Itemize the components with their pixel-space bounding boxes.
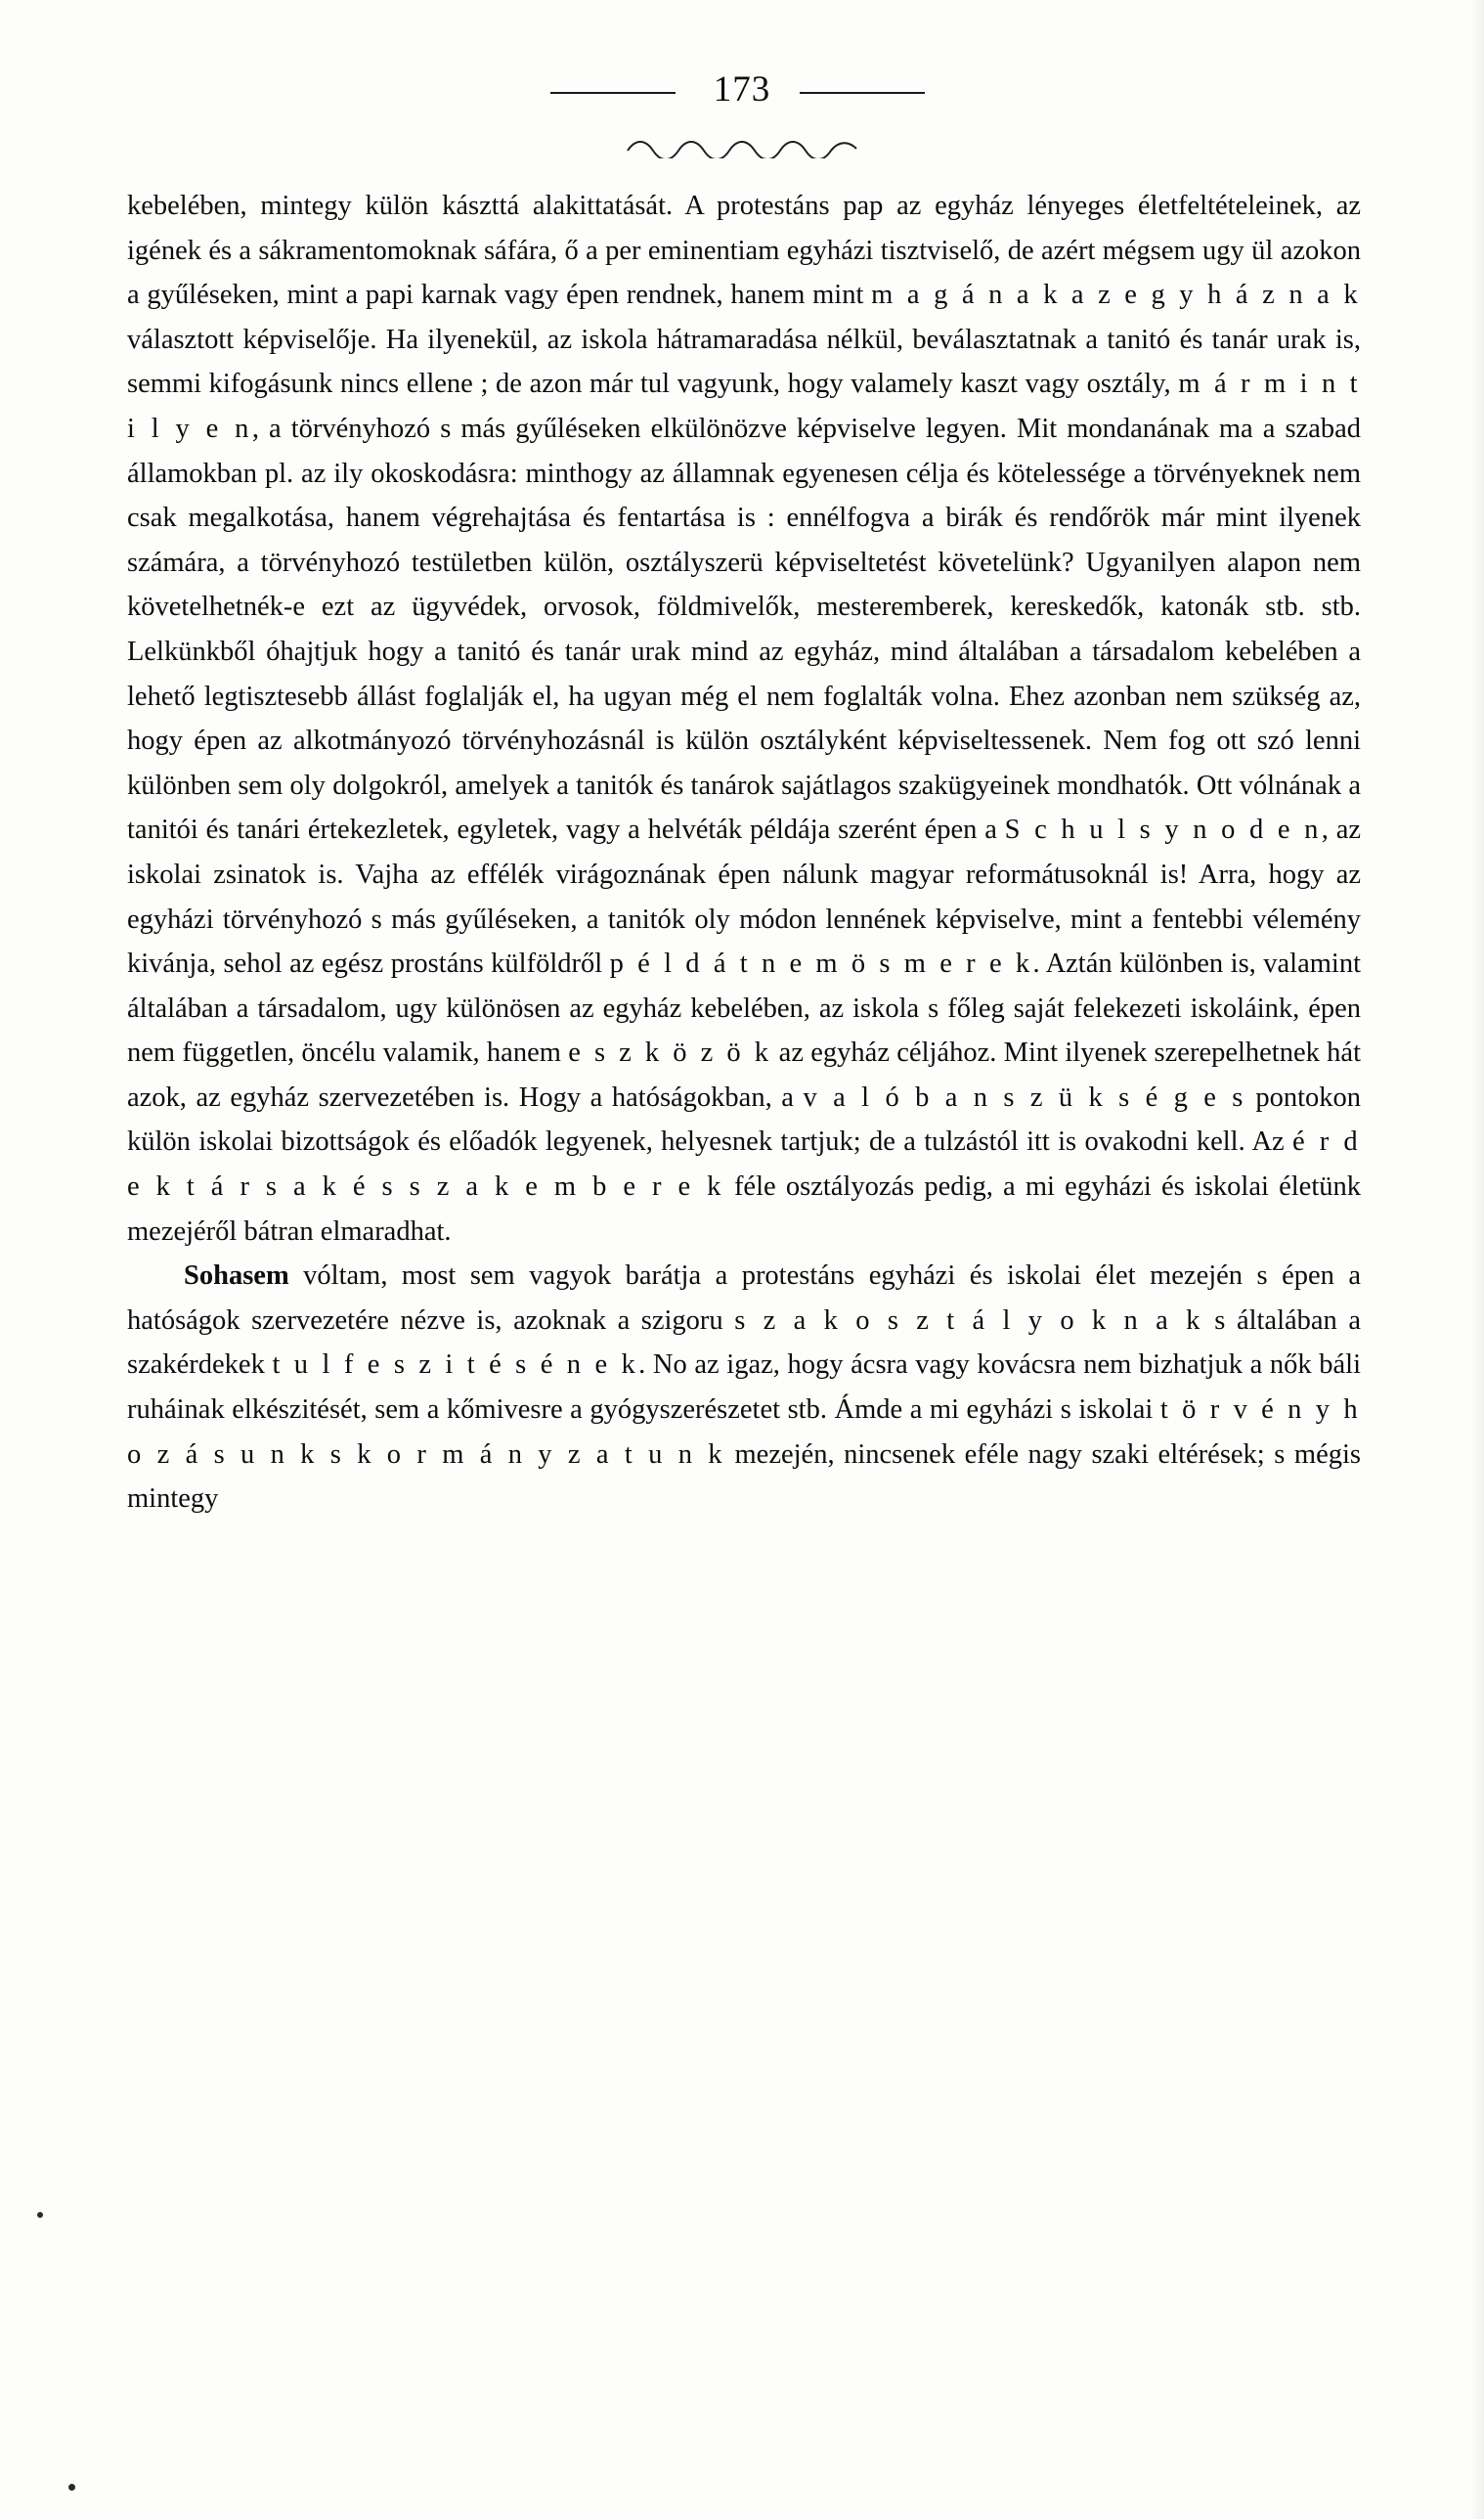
text-run: , a törvényhozó s más gyűléseken elkülönözve képviselve legyen. Mit mondanának ma a szabad államokban pl. az ily okoskodásra: minthogy az államnak egyenesen célja és kötelessége a törvényeknek nem csak megalkotása, hanem végrehajtása és fentartása is : ennélfogva a birák és rendőrök már mint ilyenek számára, a törvényhozó testületben külön, osztályszerü képviseltetést követelünk? Ugyanilyen alapon nem követelhetnék-e ezt az ügyvédek, orvosok, földmivelők, mesteremberek, kereskedők, katonák stb. stb. Lelkünkből óhajtjuk hogy a tanitó és tanár urak mind az egyház, mind általában a társadalom kebelében a lehető legtisztesebb állást foglalják el, ha ugyan még el nem foglalták volna. Ehez azonban nem szükség az, hogy épen az alkotmányozó törvényhozásnál is külön osztályként képviseltessenek. Nem fog ott szó lenni különben sem oly dolgokról, amelyek a tanitók és tanárok sajátlagos szakügyeinek mondhatók. Ott vólnának a tanitói és tanári értekezletek, egyletek, vagy a helvéták példája szerént épen a <box>127 413 1362 846</box>
text-run: mezején, nincsenek eféle nagy szaki eltérések; s mégis mintegy <box>127 1438 1361 1515</box>
text-run: kebelében, mintegy külön kászttá alakittatását. A protestáns pap az egyház lényeges életfeltételeinek, az igének és a sákramentomoknak sáfára, ő a per eminentiam egyházi tisztviselő, de azért mégsem ugy ül azokon a gyűléseken, mint a papi karnak vagy épen rendnek, hanem mint <box>127 191 1361 311</box>
text-run: t ö r v é n y h o z á s u n k s k o r m á n y z a t u n k <box>127 1394 1361 1470</box>
header-rule-left <box>550 92 676 94</box>
text-run: S c h u l s y n o d e n <box>1004 815 1322 846</box>
text-run: . No az igaz, hogy ácsra vagy kovácsra nem bizhatjuk a nők báli ruháinak elkészitését, sem a kőmivesre a gyógyszerészetet stb. Ámde a mi egyházi s iskolai <box>127 1349 1361 1426</box>
text-run: é r d e k t á r s a k é s s z a k e m b e r e k <box>127 1127 1361 1203</box>
header-rule-right <box>800 92 925 94</box>
text-run: t u l f e s z i t é s é n e k <box>272 1349 639 1381</box>
decorative-squiggle-icon <box>626 137 860 158</box>
page-header <box>0 68 1484 110</box>
page-speck-left <box>37 2212 43 2218</box>
page-number: 173 <box>713 69 771 110</box>
text-run: v a l ó b a n s z ü k s é g e s <box>803 1082 1246 1113</box>
text-run: m a g á n a k a z e g y h á z n a k <box>871 280 1361 311</box>
text-run: pontokon külön iskolai bizottságok és előadók legyenek, helyesnek tartjuk; de a tulzástól itt is ovakodni kell. Az <box>127 1082 1361 1158</box>
page-edge-shadow <box>1470 0 1484 2519</box>
text-run: , az iskolai zsinatok is. Vajha az effélék virágoznának épen nálunk magyar reformátusoknál is! Arra, hogy az egyházi törvényhozó s más gyűléseken, a tanitók oly módon lennének képviselve, mint a fentebbi vélemény kivánja, sehol az egész prostáns külföldről <box>127 815 1361 980</box>
text-run: s általában a szakérdekek <box>127 1304 1361 1381</box>
text-run: az egyház céljához. Mint ilyenek szerepelhetnek hát azok, az egyház szervezetében is. Hogy a hatóságokban, a <box>127 1038 1361 1113</box>
text-run: választott képviselője. Ha ilyenekül, az iskola hátramaradása nélkül, beválasztatnak a tanitó és tanár urak is, semmi kifogásunk nincs ellene ; de azon már tul vagyunk, hogy valamely kaszt vagy osztály, <box>127 324 1361 400</box>
paragraph <box>127 184 1361 1254</box>
text-run: e s z k ö z ö k <box>568 1038 772 1069</box>
text-run: s z a k o s z t á l y o k n a k <box>734 1304 1203 1336</box>
text-run: féle osztályozás pedig, a mi egyházi és iskolai életünk mezejéről bátran elmaradhat. <box>127 1171 1361 1247</box>
page-body-text <box>127 184 1361 1522</box>
text-run: vóltam, most sem vagyok barátja a protestáns egyházi és iskolai élet mezején s épen a hatóságok szervezetére nézve is, azoknak a szigoru <box>127 1260 1361 1336</box>
text-run: m á r m i n t i l y e n <box>127 369 1362 444</box>
paragraph <box>127 1254 1361 1522</box>
page-speck-bottom <box>68 2484 75 2491</box>
text-run: . Aztán különben is, valamint általában a társadalom, ugy különösen az egyház kebelében, az iskola s főleg saját felekezeti iskoláink, épen nem független, öncélu valamik, hanem <box>127 949 1361 1069</box>
text-run: p é l d á t n e m ö s m e r e k <box>609 949 1033 980</box>
text-run: Sohasem <box>184 1260 289 1292</box>
